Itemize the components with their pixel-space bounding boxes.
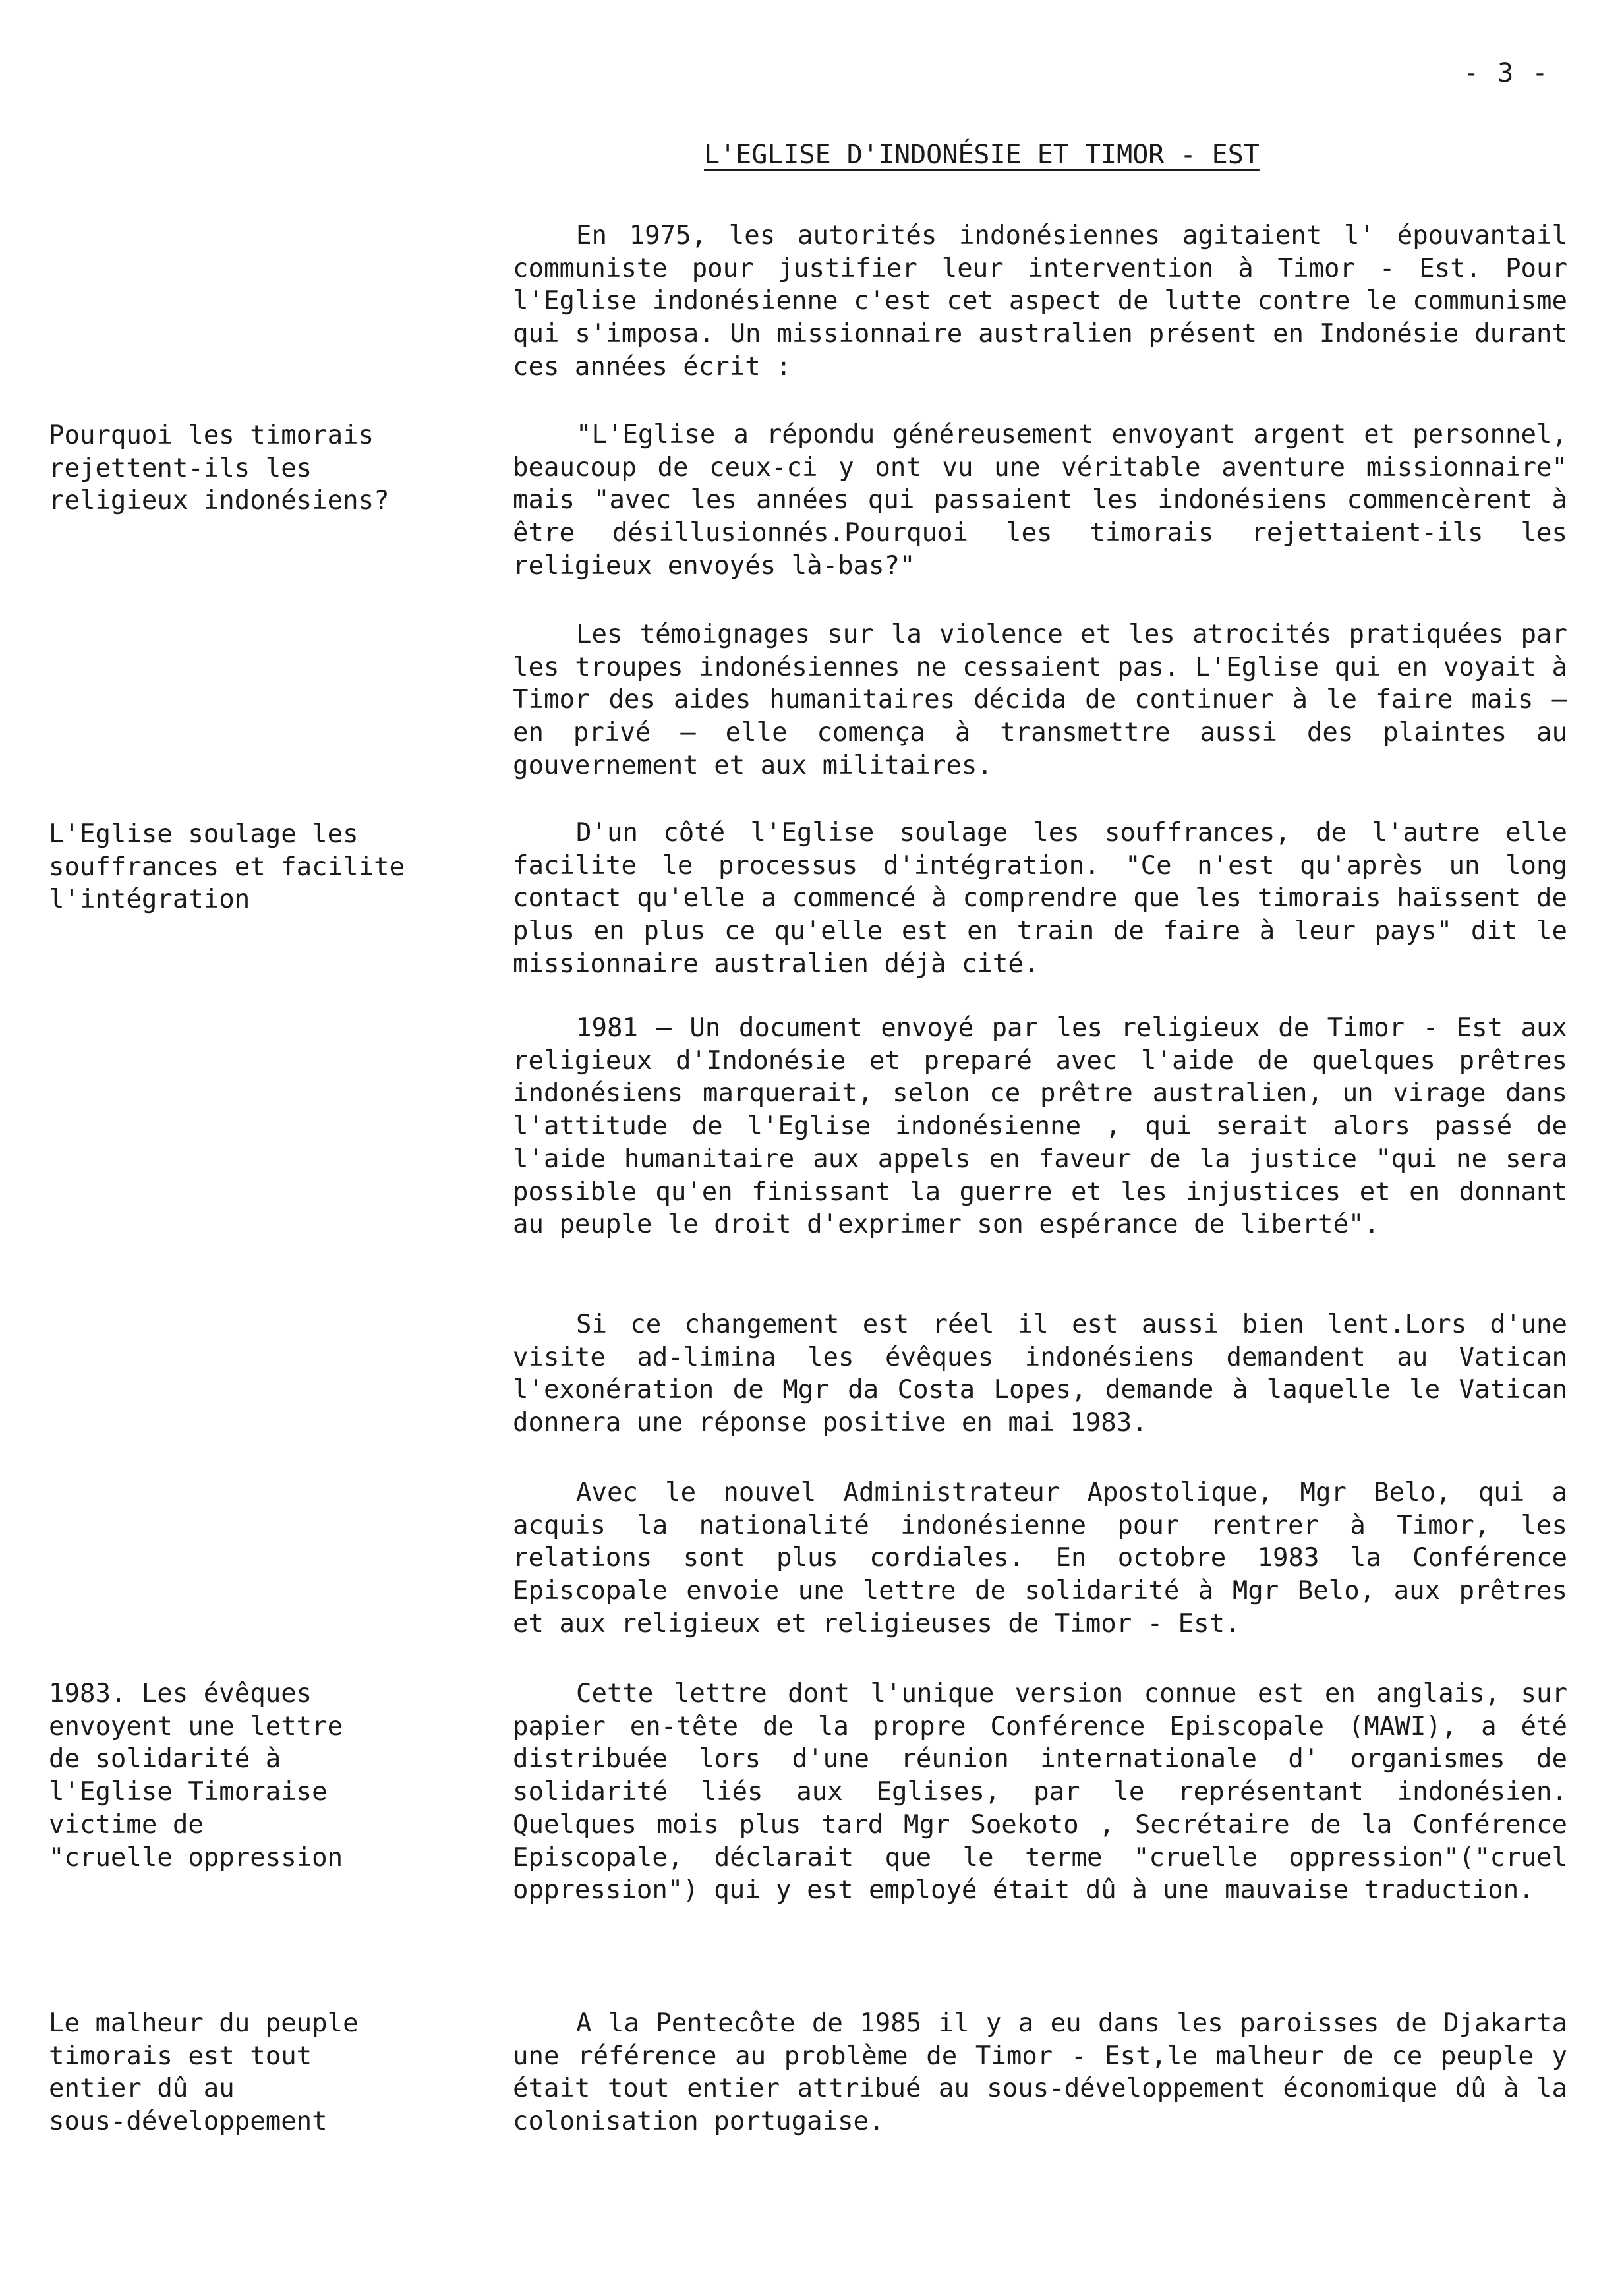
- paragraph-9-text: A la Pentecôte de 1985 il y a eu dans les paroisses de Djakarta une référence au problème de Timor - Est,le malheur de ce peuple y était tout entier attribué au sous-développement économique dû à la colonisation portugaise.: [513, 2008, 1567, 2137]
- paragraph-2-text: "L'Eglise a répondu généreusement envoyant argent et personnel, beaucoup de ceux-ci y ont vu une véritable aventure missionnaire" mais "avec les années qui passaient les indonésiens commencèrent à être désillusionnés.Pourquoi les timorais rejettaient-ils les religieux envoyés là-bas?": [513, 420, 1567, 581]
- paragraph-7-text: Avec le nouvel Administrateur Apostolique, Mgr Belo, qui a acquis la nationalité indonésienne pour rentrer à Timor, les relations sont plus cordiales. En octobre 1983 la Conférence Episcopale envoie une lettre de solidarité à Mgr Belo, aux prêtres et aux religieux et religieuses de Timor - Est.: [513, 1478, 1567, 1639]
- margin-note-4: Le malheur du peuple timorais est tout entier dû au sous-développement: [49, 2008, 359, 2137]
- paragraph-6: [513, 1308, 1567, 1440]
- paragraph-8: [513, 1678, 1567, 1907]
- paragraph-4: [513, 817, 1567, 981]
- paragraph-3-text: Les témoignages sur la violence et les atrocités pratiquées par les troupes indonésiennes ne cessaient pas. L'Eglise qui en voyait à Timor des aides humanitaires décida de continuer à le faire mais — en privé — elle comença à transmettre aussi des plaintes au gouvernement et aux militaires.: [513, 620, 1567, 780]
- paragraph-1: [513, 219, 1567, 384]
- page-number: - 3 -: [1463, 58, 1550, 88]
- paragraph-5-text: 1981 — Un document envoyé par les religieux de Timor - Est aux religieux d'Indonésie et preparé avec l'aide de quelques prêtres indonésiens marquerait, selon ce prêtre australien, un virage dans l'attitude de l'Eglise indonésienne , qui serait alors passé de l'aide humanitaire aux appels en faveur de la justice "qui ne sera possible qu'en finissant la guerre et les injustices et en donnant au peuple le droit d'exprimer son espérance de liberté".: [513, 1013, 1567, 1240]
- paragraph-5: [513, 1012, 1567, 1241]
- margin-note-3: 1983. Les évêques envoyent une lettre de solidarité à l'Eglise Timoraise victime de "cruelle oppression: [49, 1679, 343, 1873]
- page-title: L'EGLISE D'INDONÉSIE ET TIMOR - EST: [704, 140, 1260, 170]
- margin-note-1: Pourquoi les timorais rejettent-ils les religieux indonésiens?: [49, 421, 390, 516]
- paragraph-9: [513, 2007, 1567, 2138]
- paragraph-1-text: En 1975, les autorités indonésiennes agitaient l' épouvantail communiste pour justifier leur intervention à Timor - Est. Pour l'Eglise indonésienne c'est cet aspect de lutte contre le communisme qui s'imposa. Un missionnaire australien présent en Indonésie durant ces années écrit :: [513, 221, 1567, 382]
- paragraph-6-text: Si ce changement est réel il est aussi bien lent.Lors d'une visite ad-limina les évêques indonésiens demandent au Vatican l'exonération de Mgr da Costa Lopes, demande à laquelle le Vatican donnera une réponse positive en mai 1983.: [513, 1310, 1567, 1438]
- paragraph-3: [513, 618, 1567, 782]
- paragraph-4-text: D'un côté l'Eglise soulage les souffrances, de l'autre elle facilite le processus d'intégration. "Ce n'est qu'après un long contact qu'elle a commencé à comprendre que les timorais haïssent de plus en plus ce qu'elle est en train de faire à leur pays" dit le missionnaire australien déjà cité.: [513, 818, 1567, 979]
- margin-note-2: L'Eglise soulage les souffrances et facilite l'intégration: [49, 819, 405, 915]
- paragraph-8-text: Cette lettre dont l'unique version connue est en anglais, sur papier en-tête de la propre Conférence Episcopale (MAWI), a été distribuée lors d'une réunion internationale d' organismes de solidarité liés aux Eglises, par le représentant indonésien. Quelques mois plus tard Mgr Soekoto , Secrétaire de la Conférence Episcopale, déclarait que le terme "cruelle oppression"("cruel oppression") qui y est employé était dû à une mauvaise traduction.: [513, 1679, 1567, 1906]
- paragraph-2: [513, 419, 1567, 583]
- paragraph-7: [513, 1476, 1567, 1641]
